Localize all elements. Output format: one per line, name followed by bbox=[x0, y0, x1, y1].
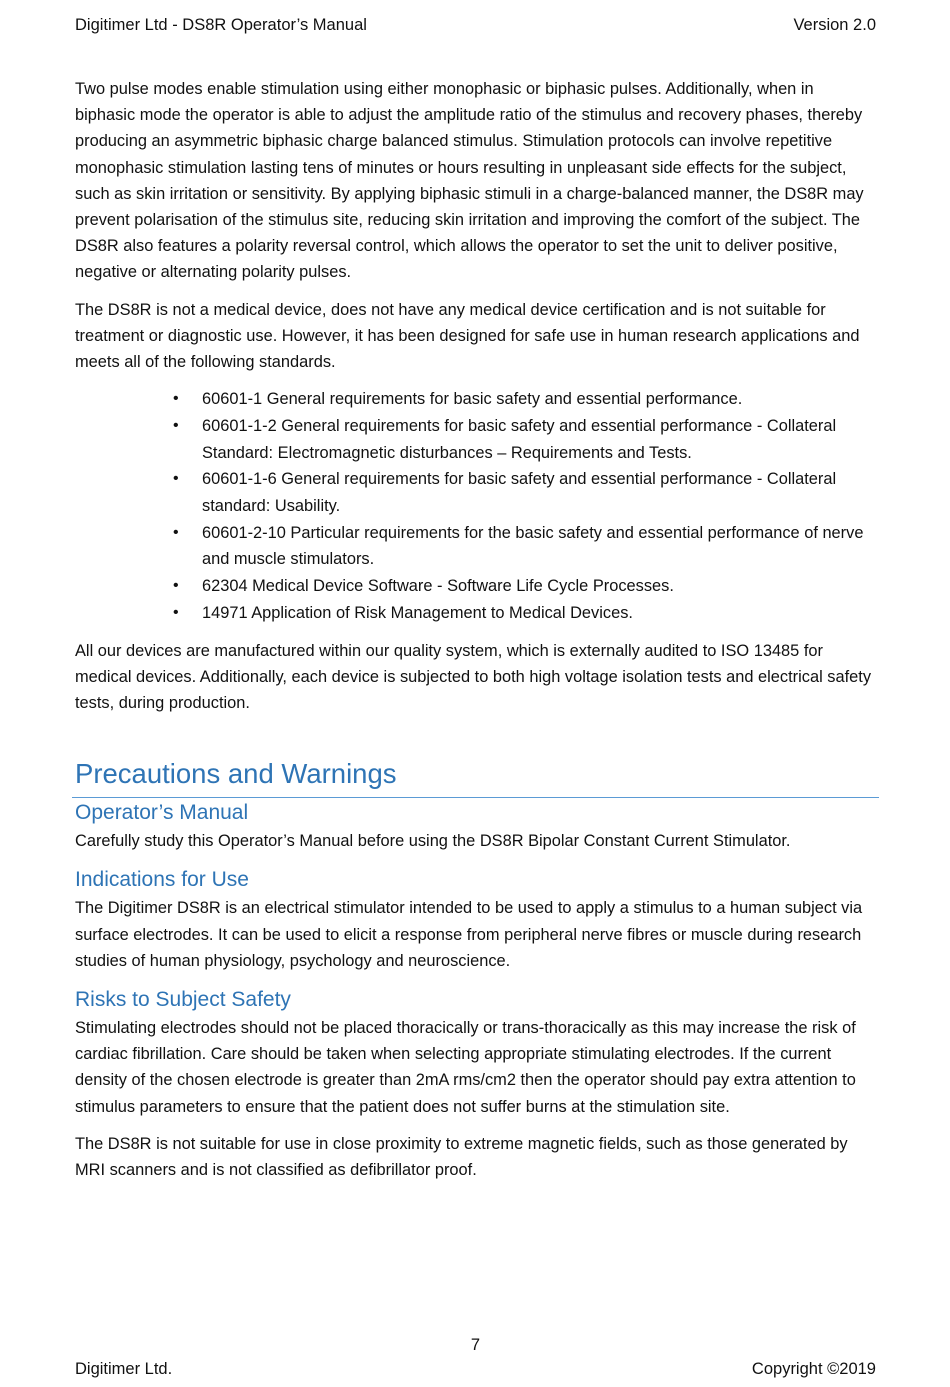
subheading-indications-for-use: Indications for Use bbox=[75, 868, 249, 892]
standards-list-item bbox=[75, 466, 876, 519]
bullet-icon: • bbox=[173, 416, 179, 434]
subheading-operators-manual: Operator’s Manual bbox=[75, 801, 249, 825]
header-title: Digitimer Ltd - DS8R Operator’s Manual bbox=[75, 16, 367, 34]
standard-text: 60601-1-6 General requirements for basic safety and essential performance - Collateral standard: Usability. bbox=[202, 470, 837, 516]
subheading-risks-to-subject-safety: Risks to Subject Safety bbox=[75, 987, 291, 1011]
intro-paragraph-not-medical-device: The DS8R is not a medical device, does not have any medical device certification and is not suitable for treatment or diagnostic use. However, it has been designed for safe use in human research applications and meets all of the following standards. bbox=[75, 300, 860, 372]
standards-list-item bbox=[75, 386, 876, 413]
manual-page bbox=[75, 0, 876, 1387]
footer-copyright: Copyright ©2019 bbox=[751, 1360, 876, 1378]
standards-list-item bbox=[75, 413, 876, 466]
section-title-precautions: Precautions and Warnings bbox=[72, 754, 879, 798]
bullet-icon: • bbox=[173, 603, 179, 621]
standard-text: 62304 Medical Device Software - Software Life Cycle Processes. bbox=[202, 577, 674, 596]
operators-manual-text: Carefully study this Operator’s Manual before using the DS8R Bipolar Constant Current Stimulator. bbox=[75, 832, 791, 851]
page-content bbox=[75, 76, 876, 1194]
standard-text: 14971 Application of Risk Management to Medical Devices. bbox=[202, 603, 633, 622]
bullet-icon: • bbox=[173, 577, 179, 595]
standards-list bbox=[75, 386, 876, 626]
bullet-icon: • bbox=[173, 470, 179, 488]
standards-list-item bbox=[75, 600, 876, 627]
risks-text-electrodes: Stimulating electrodes should not be placed thoracically or trans-thoracically as this may increase the risk of cardiac fibrillation. Care should be taken when selecting appropriate stimulating electrodes. If the current density of the chosen electrode is greater than 2mA rms/cm2 then the operator should pay extra attention to stimulus parameters to ensure that the patient does not suffer burns at the stimulation site. bbox=[75, 1018, 856, 1116]
page-header bbox=[75, 12, 876, 38]
intro-paragraph-pulse-modes: Two pulse modes enable stimulation using either monophasic or biphasic pulses. Additionally, when in biphasic mode the operator is able to adjust the amplitude ratio of the stimulus and recovery phases, thereby producing an asymmetric biphasic charge balanced stimulus. Stimulation protocols can involve repetitive monophasic stimulation lasting tens of minutes or hours resulting in unpleasant side effects for the subject, such as skin irritation or sensitivity. By applying biphasic stimuli in a charge-balanced manner, the DS8R may prevent polarisation of the stimulus site, reducing skin irritation and improving the comfort of the subject. The DS8R also features a polarity reversal control, which allows the operator to set the unit to deliver positive, negative or alternating polarity pulses. bbox=[75, 80, 864, 282]
page-number: 7 bbox=[470, 1336, 481, 1354]
header-version: Version 2.0 bbox=[793, 16, 876, 34]
bullet-icon: • bbox=[173, 390, 179, 408]
footer-company: Digitimer Ltd. bbox=[75, 1360, 173, 1378]
standards-list-item bbox=[75, 520, 876, 573]
standard-text: 60601-1-2 General requirements for basic safety and essential performance - Collateral Standard: Electromagnetic disturbances – Requirements and Tests. bbox=[202, 416, 837, 462]
indications-text: The Digitimer DS8R is an electrical stimulator intended to be used to apply a stimulus to a human subject via surface electrodes. It can be used to elicit a response from peripheral nerve fibres or muscle during research studies of human physiology, psychology and neuroscience. bbox=[75, 899, 863, 970]
quality-paragraph: All our devices are manufactured within our quality system, which is externally audited to ISO 13485 for medical devices. Additionally, each device is subjected to both high voltage isolation tests and electrical safety tests, during production. bbox=[75, 641, 872, 712]
page-footer bbox=[75, 1356, 876, 1382]
bullet-icon: • bbox=[173, 523, 179, 541]
standards-list-item bbox=[75, 573, 876, 600]
standard-text: 60601-2-10 Particular requirements for the basic safety and essential performance of nerve and muscle stimulators. bbox=[202, 523, 864, 569]
risks-text-mri: The DS8R is not suitable for use in close proximity to extreme magnetic fields, such as those generated by MRI scanners and is not classified as defibrillator proof. bbox=[75, 1134, 848, 1179]
standard-text: 60601-1 General requirements for basic safety and essential performance. bbox=[202, 390, 743, 409]
